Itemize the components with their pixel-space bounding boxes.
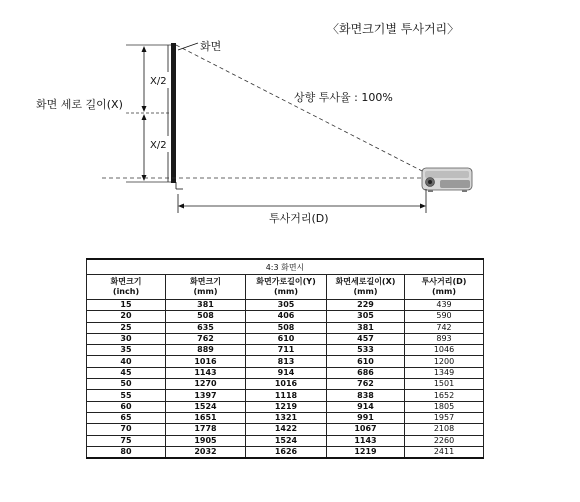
table-row xyxy=(87,446,484,458)
table-cell: 50 xyxy=(87,379,166,390)
table-cell: 457 xyxy=(327,333,405,344)
table-cell: 25 xyxy=(87,322,166,333)
table-cell: 1219 xyxy=(246,401,327,412)
table-cell: 381 xyxy=(327,322,405,333)
table-cell: 2411 xyxy=(405,446,484,458)
column-header xyxy=(405,275,484,300)
column-header-line2: (inch) xyxy=(112,287,140,296)
table-cell: 40 xyxy=(87,356,166,367)
table-row xyxy=(87,333,484,344)
table-cell: 1046 xyxy=(405,345,484,356)
table-row xyxy=(87,390,484,401)
table-cell: 914 xyxy=(327,401,405,412)
table-cell: 893 xyxy=(405,333,484,344)
table-row xyxy=(87,435,484,446)
column-header-line2: (mm) xyxy=(274,287,298,296)
column-header xyxy=(327,275,405,300)
screen-height-label: 화면 세로 길이(X) xyxy=(36,98,123,111)
table-cell: 1651 xyxy=(166,412,246,423)
table-cell: 1219 xyxy=(327,446,405,458)
table-cell: 381 xyxy=(166,300,246,311)
table-cell: 1016 xyxy=(246,379,327,390)
table-cell: 2260 xyxy=(405,435,484,446)
column-header xyxy=(166,275,246,300)
half-height-label-bottom: X/2 xyxy=(150,140,167,151)
offset-ratio-label: 상향 투사율 : 100% xyxy=(294,91,393,104)
table-cell: 1652 xyxy=(405,390,484,401)
table-row xyxy=(87,311,484,322)
table-cell: 1778 xyxy=(166,424,246,435)
column-header-line2: (mm) xyxy=(353,287,378,296)
table-cell: 1067 xyxy=(327,424,405,435)
table-cell: 610 xyxy=(327,356,405,367)
table-cell: 2032 xyxy=(166,446,246,458)
screen-leader-line xyxy=(178,43,198,50)
distance-label: 투사거리(D) xyxy=(269,212,329,225)
table-row xyxy=(87,300,484,311)
half-height-label-top: X/2 xyxy=(150,76,167,87)
table-cell: 439 xyxy=(405,300,484,311)
table-cell: 508 xyxy=(166,311,246,322)
table-cell: 35 xyxy=(87,345,166,356)
table-row xyxy=(87,345,484,356)
column-header-line1: 투사거리(D) xyxy=(421,277,467,286)
column-header-line1: 화면크기 xyxy=(190,277,221,286)
table-cell: 1200 xyxy=(405,356,484,367)
table-cell: 742 xyxy=(405,322,484,333)
table-cell: 55 xyxy=(87,390,166,401)
table-caption: 4:3 화면시 xyxy=(87,259,484,275)
screen-panel xyxy=(171,43,176,183)
column-header-line1: 화면세로길이(X) xyxy=(335,277,396,286)
table-cell: 508 xyxy=(246,322,327,333)
table-cell: 914 xyxy=(246,367,327,378)
table-cell: 1143 xyxy=(166,367,246,378)
table-row xyxy=(87,322,484,333)
column-header-line1: 화면크기 xyxy=(110,277,142,286)
table-cell: 991 xyxy=(327,412,405,423)
table-cell: 1118 xyxy=(246,390,327,401)
projection-diagram xyxy=(0,0,580,240)
table-cell: 1957 xyxy=(405,412,484,423)
table-cell: 711 xyxy=(246,345,327,356)
table-row xyxy=(87,412,484,423)
table-row xyxy=(87,367,484,378)
table-cell: 1626 xyxy=(246,446,327,458)
beam-top-line xyxy=(176,45,426,173)
table-cell: 305 xyxy=(327,311,405,322)
column-header xyxy=(87,275,166,300)
column-header-line2: (mm) xyxy=(432,287,456,296)
projector-icon xyxy=(422,168,472,192)
table-row xyxy=(87,379,484,390)
table-cell: 229 xyxy=(327,300,405,311)
table-row xyxy=(87,356,484,367)
table-cell: 80 xyxy=(87,446,166,458)
table-cell: 15 xyxy=(87,300,166,311)
column-header-line1: 화면가로길이(Y) xyxy=(256,277,316,286)
table-cell: 1143 xyxy=(327,435,405,446)
column-header xyxy=(246,275,327,300)
table-cell: 75 xyxy=(87,435,166,446)
table-row xyxy=(87,401,484,412)
table-cell: 889 xyxy=(166,345,246,356)
diagram-title: 〈화면크기별 투사거리〉 xyxy=(327,22,460,36)
table-cell: 45 xyxy=(87,367,166,378)
table-cell: 406 xyxy=(246,311,327,322)
table-cell: 610 xyxy=(246,333,327,344)
table-cell: 30 xyxy=(87,333,166,344)
table-cell: 762 xyxy=(327,379,405,390)
table-cell: 1905 xyxy=(166,435,246,446)
table-cell: 838 xyxy=(327,390,405,401)
table-cell: 1016 xyxy=(166,356,246,367)
table-cell: 1397 xyxy=(166,390,246,401)
table-cell: 1321 xyxy=(246,412,327,423)
table-cell: 1524 xyxy=(166,401,246,412)
table-cell: 762 xyxy=(166,333,246,344)
table-cell: 635 xyxy=(166,322,246,333)
throw-distance-table xyxy=(86,258,484,459)
table-cell: 813 xyxy=(246,356,327,367)
table-cell: 590 xyxy=(405,311,484,322)
table-cell: 65 xyxy=(87,412,166,423)
table-cell: 1270 xyxy=(166,379,246,390)
table-cell: 70 xyxy=(87,424,166,435)
table-cell: 1805 xyxy=(405,401,484,412)
table-row xyxy=(87,424,484,435)
table-cell: 1501 xyxy=(405,379,484,390)
table-cell: 60 xyxy=(87,401,166,412)
screen-label: 화면 xyxy=(200,40,222,53)
table-cell: 1349 xyxy=(405,367,484,378)
table-cell: 20 xyxy=(87,311,166,322)
table-cell: 2108 xyxy=(405,424,484,435)
table-cell: 1524 xyxy=(246,435,327,446)
table-cell: 1422 xyxy=(246,424,327,435)
column-header-line2: (mm) xyxy=(193,287,218,296)
table-cell: 686 xyxy=(327,367,405,378)
table-cell: 533 xyxy=(327,345,405,356)
table-cell: 305 xyxy=(246,300,327,311)
